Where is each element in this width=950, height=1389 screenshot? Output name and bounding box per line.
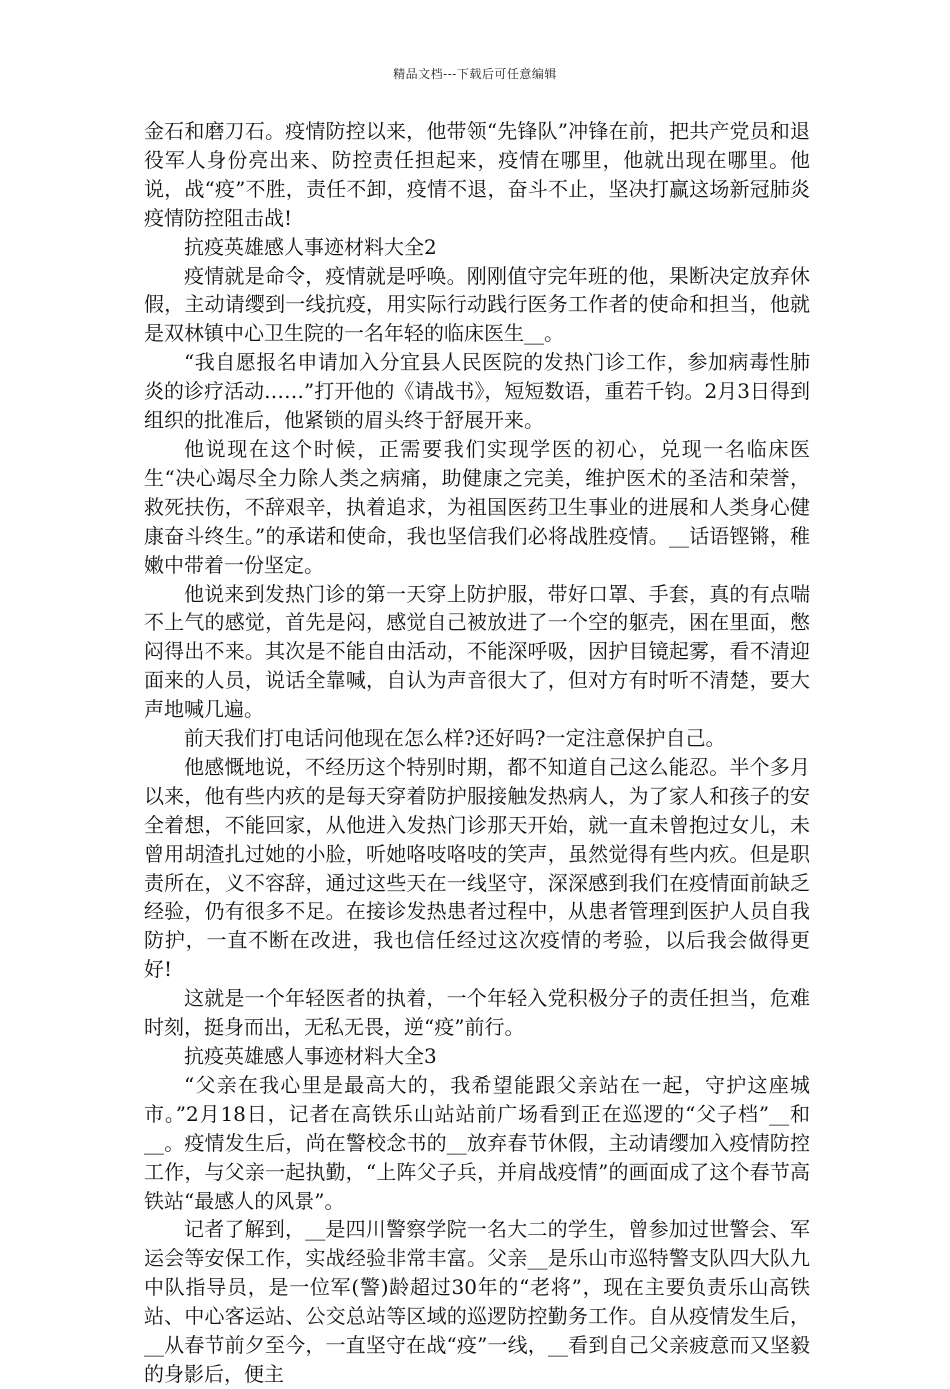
paragraph: 他说来到发热门诊的第一天穿上防护服，带好口罩、手套，真的有点喘不上气的感觉，首先是闷，感觉自己被放进了一个空的躯壳，困在里面，憋闷得出不来。其次是不能自由活动，不能深呼吸，因护目镜起雾，看不清迎面来的人员，说话全靠喊，自认为声音很大了，但对方有时听不清楚，要大声地喊几遍。 <box>144 581 810 722</box>
paragraph: 疫情就是命令，疫情就是呼唤。刚刚值守完年班的他，果断决定放弃休假，主动请缨到一线抗疫，用实际行动践行医务工作者的使命和担当，他就是双林镇中心卫生院的一名年轻的临床医生__。 <box>144 263 810 346</box>
paragraph: 这就是一个年轻医者的执着，一个年轻入党积极分子的责任担当，危难时刻，挺身而出，无私无畏，逆“疫”前行。 <box>144 986 810 1040</box>
page-header: 精品文档---下载后可任意编辑 <box>393 67 557 81</box>
paragraph: 金石和磨刀石。疫情防控以来，他带领“先锋队”冲锋在前，把共产党员和退役军人身份亮出来、防控责任担起来，疫情在哪里，他就出现在哪里。他说，战“疫”不胜，责任不卸，疫情不退，奋斗不止，坚决打赢这场新冠肺炎疫情防控阻击战! <box>144 119 810 230</box>
paragraph: 他感慨地说，不经历这个特别时期，都不知道自己这么能忍。半个多月以来，他有些内疚的是每天穿着防护服接触发热病人，为了家人和孩子的安全着想，不能回家，从他进入发热门诊那天开始，就一直未曾抱过女儿，未曾用胡渣扎过她的小脸，听她咯吱咯吱的笑声，虽然觉得有些内疚。但是职责所在，义不容辞，通过这些天在一线坚守，深深感到我们在疫情面前缺乏经验，仍有很多不足。在接诊发热患者过程中，从患者管理到医护人员自我防护，一直不断在改进，我也信任经过这次疫情的考验，以后我会做得更好! <box>144 754 810 982</box>
section-heading: 抗疫英雄感人事迹材料大全2 <box>184 234 437 259</box>
paragraph: “父亲在我心里是最高大的，我希望能跟父亲站在一起，守护这座城市。”2月18日，记者在高铁乐山站站前广场看到正在巡逻的“父子档”__和__。疫情发生后，尚在警校念书的__放弃春节休假，主动请缨加入疫情防控工作，与父亲一起执勤，“上阵父子兵，并肩战疫情”的画面成了这个春节高铁站“最感人的风景”。 <box>144 1072 810 1213</box>
paragraph: 他说现在这个时候，正需要我们实现学医的初心，兑现一名临床医生“决心竭尽全力除人类之病痛，助健康之完美，维护医术的圣洁和荣誉，救死扶伤，不辞艰辛，执着追求，为祖国医药卫生事业的进展和人类身心健康奋斗终生。”的承诺和使命，我也坚信我们必将战胜疫情。__话语铿锵，稚嫩中带着一份坚定。 <box>144 436 810 577</box>
paragraph: “我自愿报名申请加入分宜县人民医院的发热门诊工作，参加病毒性肺炎的诊疗活动……”打开他的《请战书》，短短数语，重若千钧。2月3日得到组织的批准后，他紧锁的眉头终于舒展开来。 <box>144 350 810 433</box>
section-heading: 抗疫英雄感人事迹材料大全3 <box>184 1044 437 1068</box>
paragraph: 前天我们打电话问他现在怎么样?还好吗?一定注意保护自己。 <box>184 726 726 751</box>
paragraph: 记者了解到，__是四川警察学院一名大二的学生，曾参加过世警会、军运会等安保工作，实战经验非常丰富。父亲__是乐山市巡特警支队四大队九中队指导员，是一位军(警)龄超过30年的“老将”，现在主要负责乐山高铁站、中心客运站、公交总站等区域的巡逻防控勤务工作。自从疫情发生后，__从春节前夕至今，一直坚守在战“疫”一线，__看到自己父亲疲意而又坚毅的身影后，便主 <box>144 1217 810 1386</box>
document-body <box>144 117 810 1389</box>
